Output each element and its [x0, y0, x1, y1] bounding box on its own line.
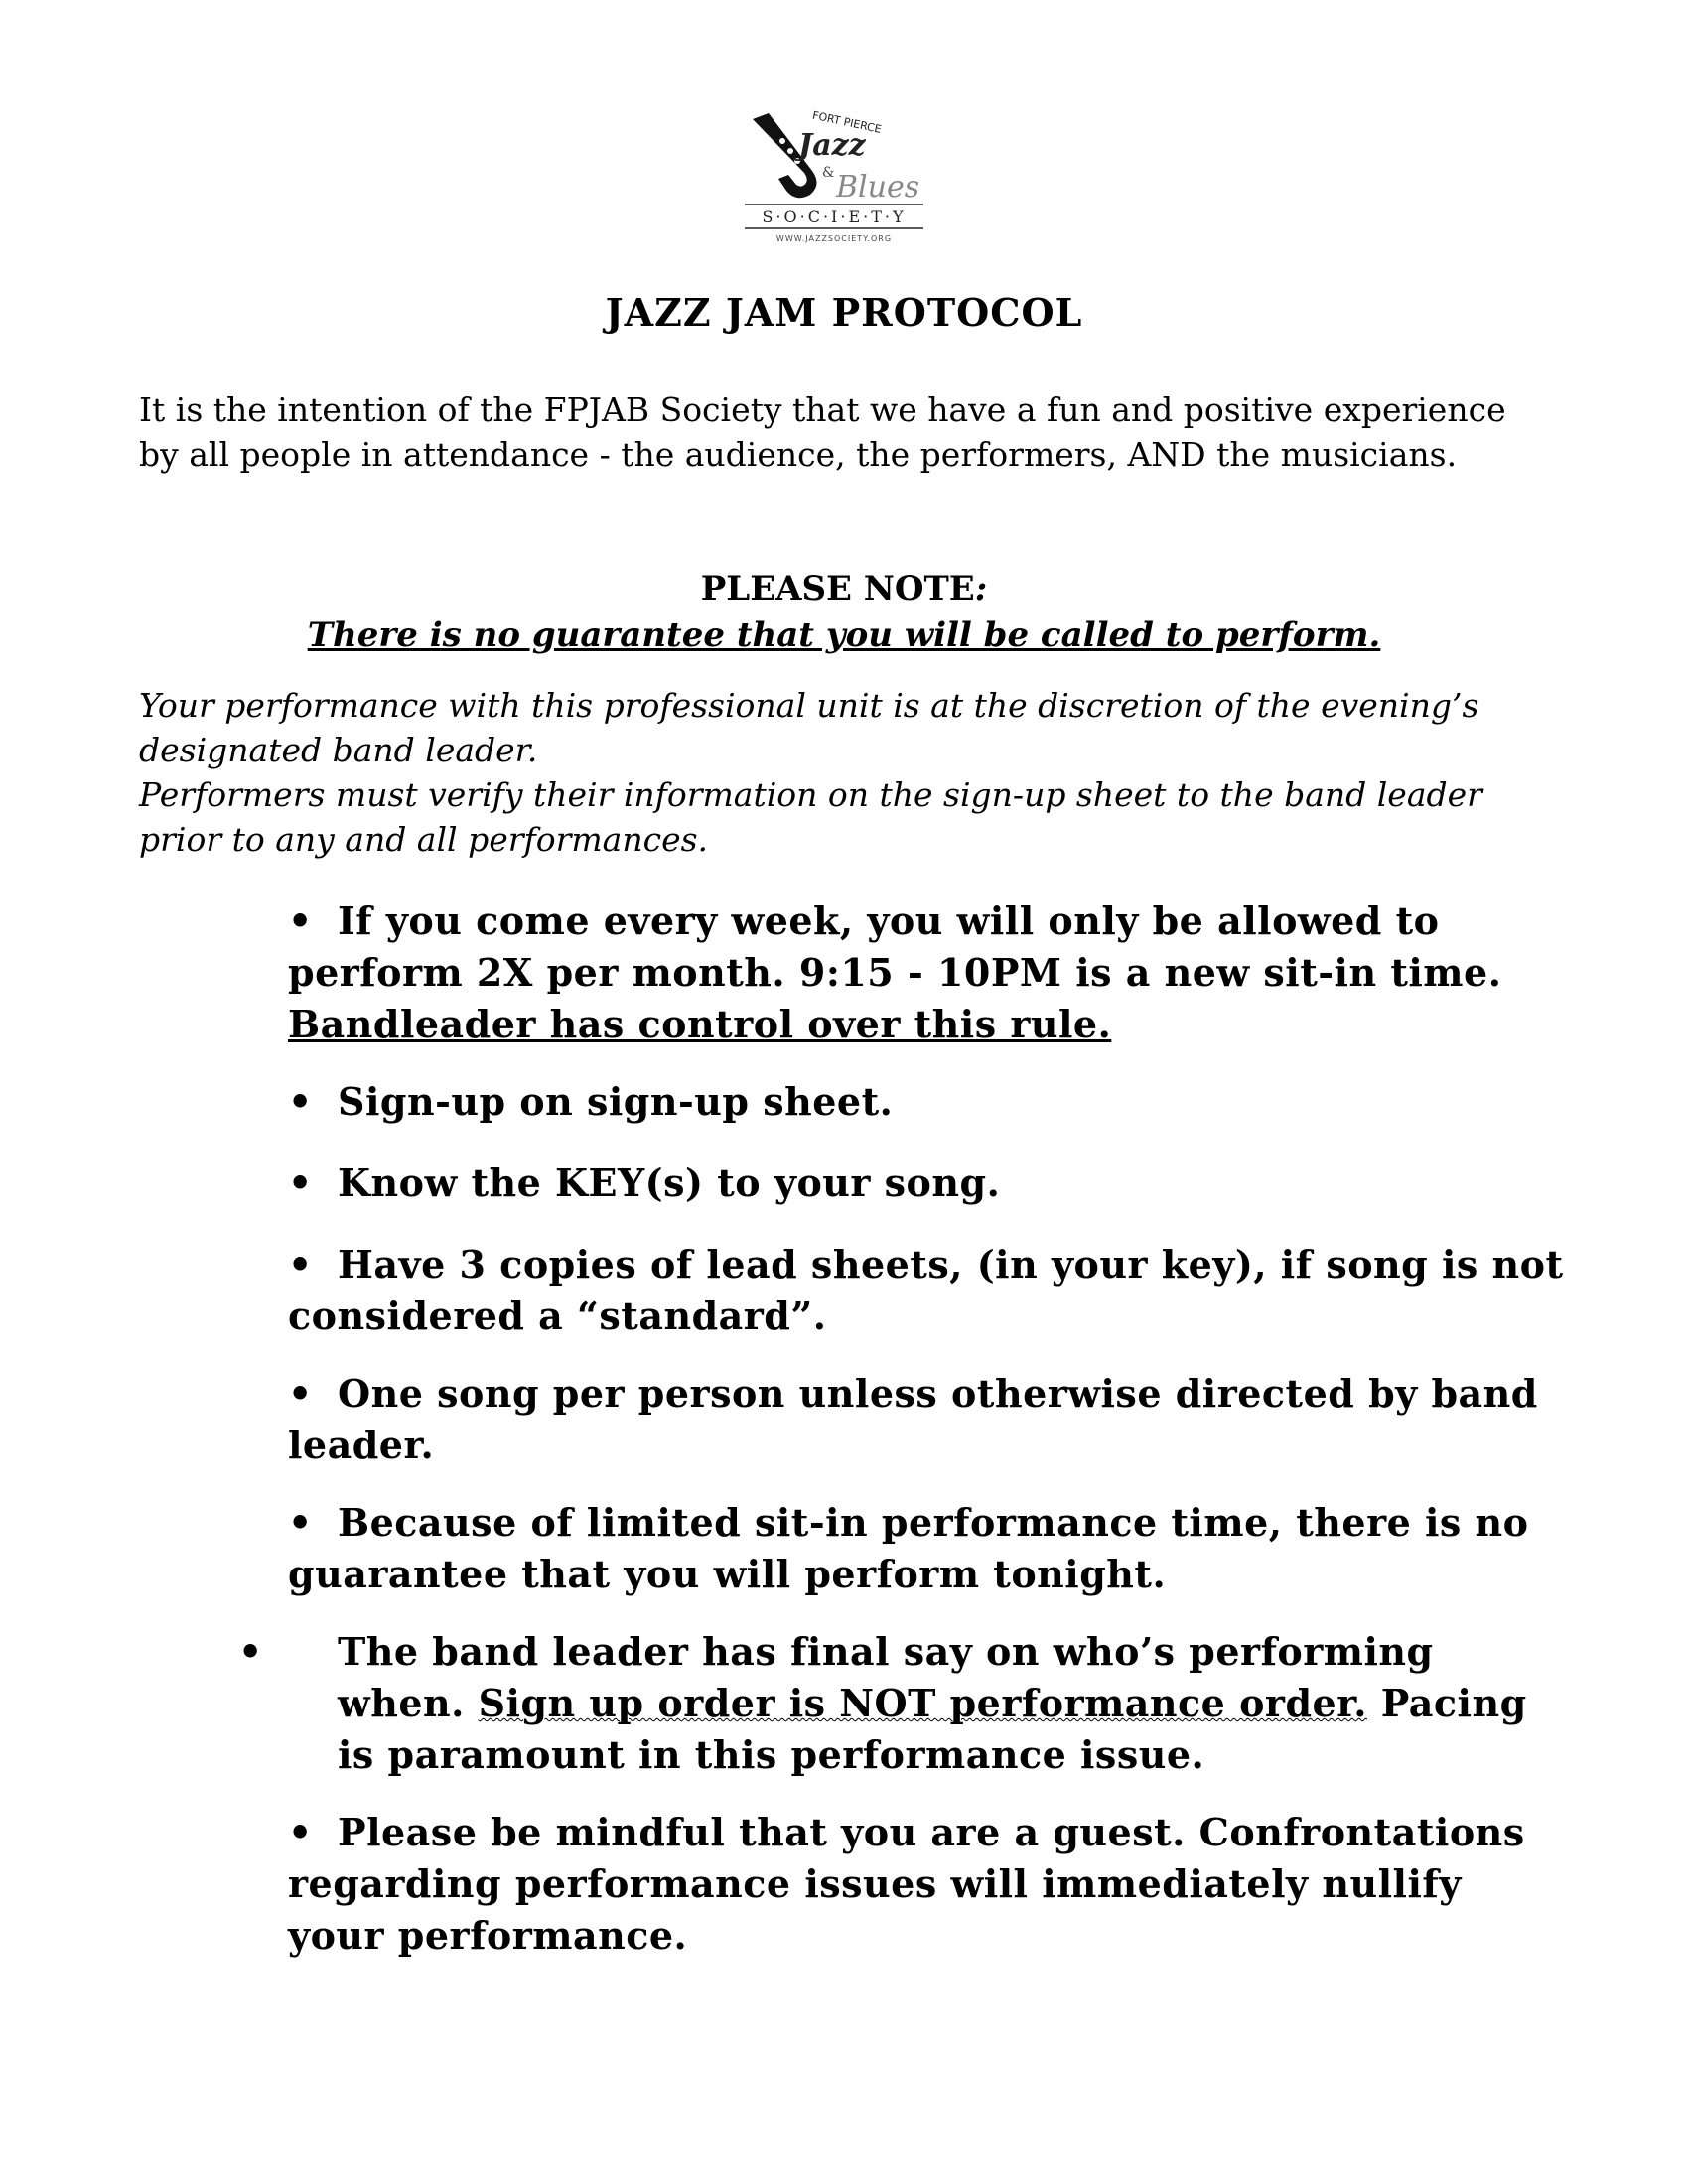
discretion-line-1: Your performance with this professional unit is at the discretion of the evening’s designated band leader. [139, 686, 1479, 769]
bullet-icon: • [288, 1500, 313, 1545]
sax-key-icon [787, 148, 793, 154]
rule-item-signup [288, 1076, 1569, 1128]
logo-society-text: S·O·C·I·E·T·Y [762, 207, 907, 226]
rule-underlined-text: Bandleader has control over this rule. [288, 1002, 1112, 1046]
bullet-icon: • [288, 1079, 313, 1124]
rule-underlined-text: Sign up order is NOT performance order. [478, 1681, 1367, 1725]
rule-item-lead-sheets [288, 1239, 1569, 1342]
please-note-heading [0, 566, 1688, 612]
rule-item-one-song [288, 1368, 1569, 1471]
logo-word-and: & [822, 165, 835, 181]
intro-paragraph: It is the intention of the FPJAB Society that we have a fun and positive experience by all people in attendance - the audience, the performers, AND the musicians. [139, 390, 1506, 474]
rule-text: Know the KEY(s) to your song. [338, 1160, 1001, 1205]
rule-item-frequency [288, 895, 1569, 1050]
bullet-icon: • [288, 1160, 313, 1205]
society-logo [735, 99, 933, 248]
rule-item-key [288, 1158, 1569, 1209]
bullet-icon: • [288, 898, 313, 943]
no-guarantee-notice: There is no guarantee that you will be called to perform. [307, 615, 1381, 655]
page-title: JAZZ JAM PROTOCOL [605, 290, 1083, 335]
rule-text: One song per person unless otherwise directed by band leader. [288, 1371, 1538, 1467]
bullet-icon: • [288, 1242, 313, 1287]
rule-text: Have 3 copies of lead sheets, (in your key), if song is not considered a “standard”. [288, 1242, 1564, 1338]
protocol-rules-list [238, 895, 1569, 1962]
rule-text-tail: Pacing is paramount in this performance issue. [338, 1681, 1527, 1777]
rule-text: If you come every week, you will only be allowed to perform 2X per month. 9:15 - 10PM is a new sit-in time. [288, 898, 1502, 995]
bullet-icon: • [288, 1371, 313, 1416]
discretion-text [139, 683, 1549, 862]
jazz-blues-society-logo-icon [745, 109, 923, 243]
bullet-icon: • [288, 1810, 313, 1854]
logo-website: WWW.JAZZSOCIETY.ORG [775, 234, 893, 243]
rule-text: Please be mindful that you are a guest. Confrontations regarding performance issues will immediately nullify your performance. [288, 1810, 1525, 1958]
discretion-line-2: Performers must verify their information on the sign-up sheet to the band leader prior to any and all performances. [139, 775, 1482, 859]
logo-arc-text: FORT PIERCE [811, 108, 883, 136]
rule-item-final-say [238, 1626, 1569, 1781]
rule-text: Sign-up on sign-up sheet. [338, 1079, 894, 1124]
rule-item-guest [288, 1807, 1569, 1962]
please-note-colon: : [974, 569, 988, 609]
logo-word-jazz: Jazz [798, 128, 866, 163]
bullet-icon: • [238, 1629, 263, 1674]
logo-word-blues: Blues [836, 170, 920, 205]
please-note-label: PLEASE NOTE [700, 569, 975, 609]
rule-item-limited-time [288, 1497, 1569, 1600]
rule-text: The band leader has final say on who’s performing when. [338, 1629, 1434, 1725]
sax-key-icon [779, 138, 785, 144]
rule-text: Because of limited sit-in performance time, there is no guarantee that you will perform tonight. [288, 1500, 1529, 1596]
